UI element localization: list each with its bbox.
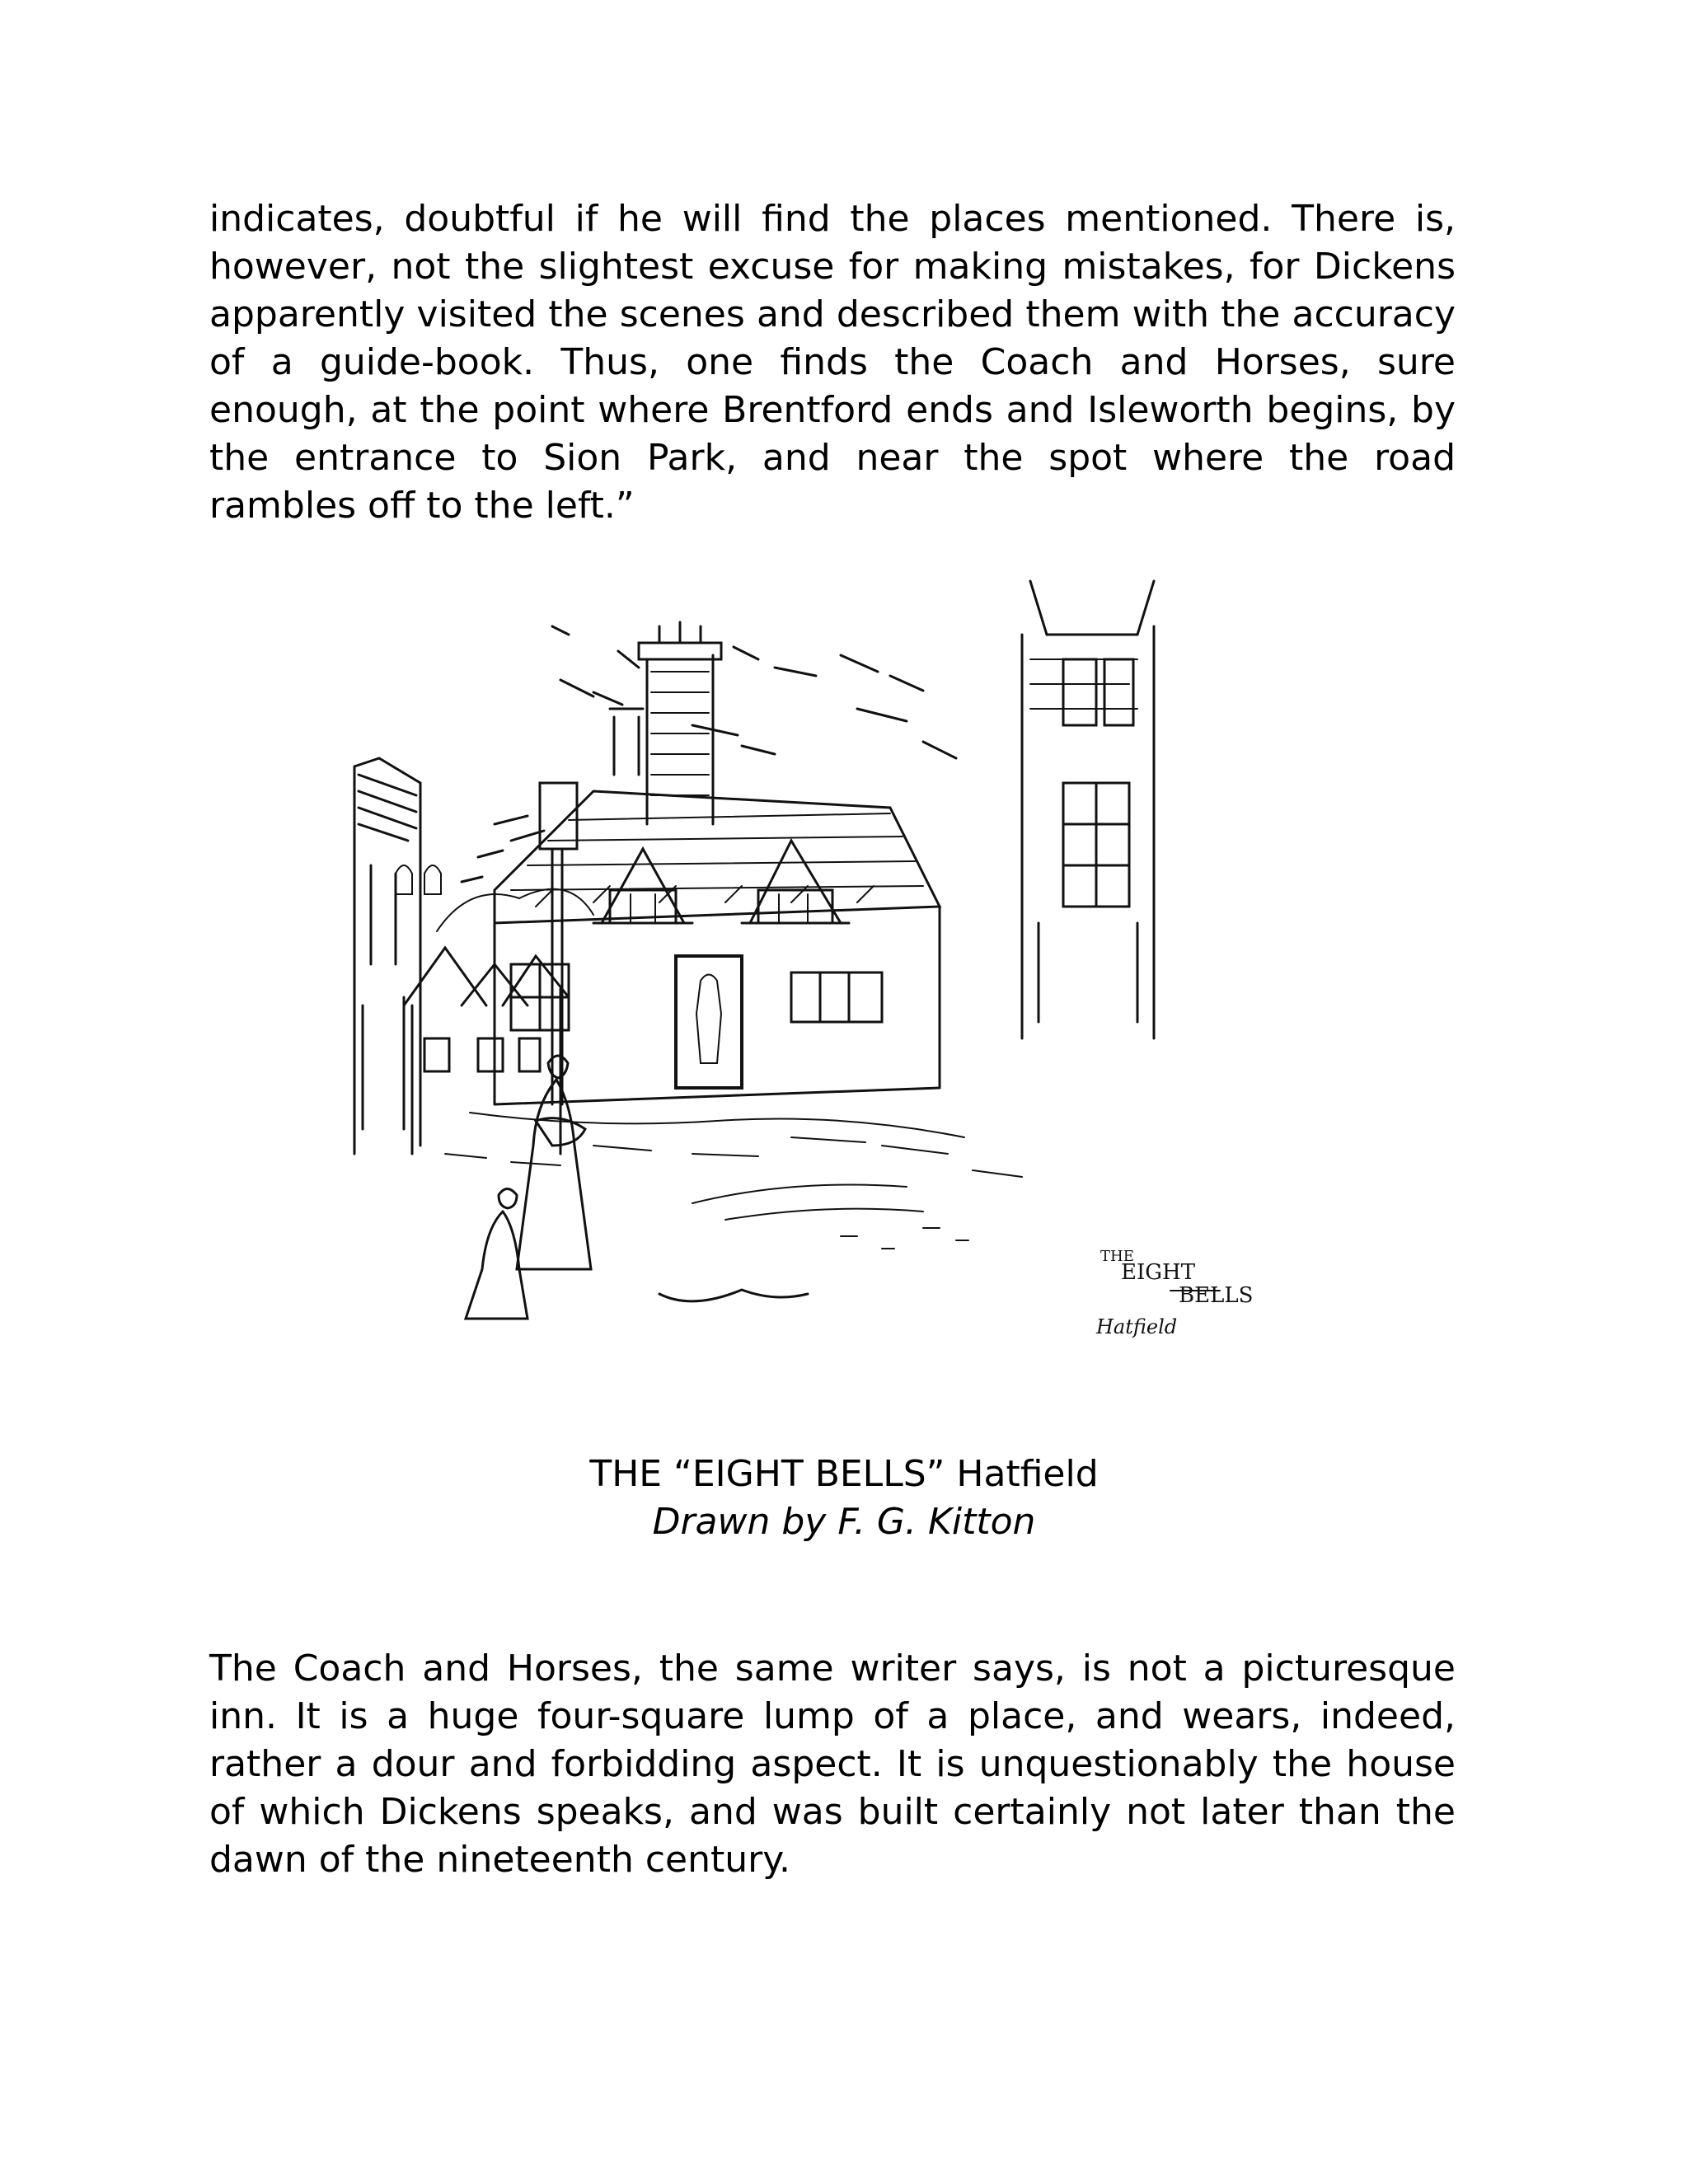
- inscription-the: THE: [1100, 1248, 1134, 1265]
- right-building: [1022, 581, 1154, 1038]
- inscription-eight: EIGHT: [1121, 1260, 1196, 1285]
- street-hatching: [445, 1113, 1022, 1301]
- body-paragraph: The Coach and Horses, the same writer says, is not a picturesque inn. It is a huge four-square lump of a place, and wears, indeed, rather a dour and forbidding aspect. It is unquestionably the house of which Dickens speaks, and was built certainly not later than the dawn of the nineteenth century.: [209, 1647, 1456, 1881]
- left-building: [354, 758, 420, 1154]
- body-paragraph: indicates, doubtful if he will find the places mentioned. There is, however, not the slightest excuse for making mistakes, for Dickens apparently visited the scenes and described them with the accuracy of a guide-book. Thus, one finds the Coach and Horses, sure enough, at the point where Brentford ends and Isleworth begins, by the entrance to Sion Park, and near the spot where the road rambles off to the left.”: [209, 198, 1456, 527]
- illustration-eight-bells: [346, 577, 1335, 1426]
- inscription: [1095, 1248, 1253, 1338]
- figure-caption-credit: Drawn by F. G. Kitton: [652, 1501, 1036, 1543]
- woman-and-child: [466, 1056, 591, 1319]
- background-houses: [404, 889, 593, 1154]
- inscription-hatfield: Hatfield: [1096, 1315, 1178, 1338]
- figure-caption-title: THE “EIGHT BELLS” Hatfield: [589, 1453, 1099, 1495]
- main-inn: [396, 622, 940, 1104]
- inscription-bells: BELLS: [1179, 1283, 1254, 1308]
